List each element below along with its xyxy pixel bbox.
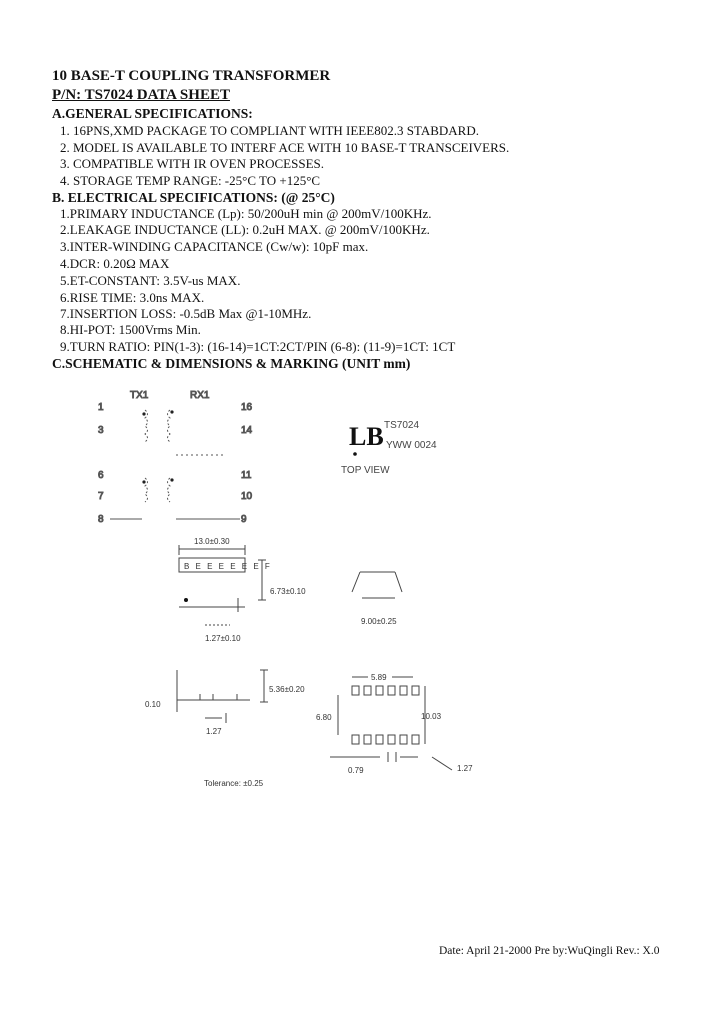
logo: LB xyxy=(349,422,384,451)
body-height-label: 6.73±0.10 xyxy=(270,587,306,596)
electrical-item: 4.DCR: 0.20Ω MAX xyxy=(60,256,170,271)
electrical-item: 3.INTER-WINDING CAPACITANCE (Cw/w): 10pF max. xyxy=(60,239,369,254)
pad xyxy=(352,735,359,744)
electrical-item: 1.PRIMARY INDUCTANCE (Lp): 50/200uH min @ 200mV/100KHz. xyxy=(60,206,432,221)
electrical-item: 6.RISE TIME: 3.0ns MAX. xyxy=(60,290,205,305)
schematic-heading: C.SCHEMATIC & DIMENSIONS & MARKING (UNIT mm) xyxy=(52,356,411,371)
pin-label: 1 xyxy=(98,402,104,413)
page-title: 10 BASE-T COUPLING TRANSFORMER xyxy=(52,68,331,84)
top-pins: B E E E E E E F xyxy=(184,562,272,571)
pad xyxy=(400,686,407,695)
top-width-label: 13.0±0.30 xyxy=(194,537,230,546)
pin-label: 8 xyxy=(98,514,104,525)
polarity-dot xyxy=(142,480,145,483)
general-item: 4. STORAGE TEMP RANGE: -25°C TO +125°C xyxy=(60,173,321,188)
pad xyxy=(412,735,419,744)
footer: Date: April 21-2000 Pre by:WuQingli Rev.: X.0 xyxy=(439,945,660,957)
secondary-coil-1 xyxy=(168,410,171,442)
marking xyxy=(341,420,437,476)
lead-profile xyxy=(145,670,305,736)
electrical-item: 5.ET-CONSTANT: 3.5V-us MAX. xyxy=(60,273,241,288)
marking-part: TS7024 xyxy=(384,420,420,431)
pad xyxy=(388,735,395,744)
pad-width-label: 5.89 xyxy=(371,673,387,682)
side-width-label: 9.00±0.25 xyxy=(361,617,397,626)
lead-pitch-label: 1.27 xyxy=(206,727,222,736)
top-view xyxy=(179,537,306,643)
pin-label: 14 xyxy=(241,425,253,436)
electrical-item: 8.HI-POT: 1500Vrms Min. xyxy=(60,322,201,337)
pad xyxy=(364,686,371,695)
leader-line xyxy=(432,757,452,770)
pin-label: 11 xyxy=(241,470,252,481)
pad xyxy=(376,686,383,695)
pad-layout xyxy=(316,673,473,775)
pad xyxy=(364,735,371,744)
pad xyxy=(412,686,419,695)
side-view xyxy=(352,572,402,626)
marking-view: TOP VIEW xyxy=(341,465,390,476)
polarity-dot xyxy=(142,412,145,415)
pad-pitch-label: 1.27 xyxy=(457,764,473,773)
lead-offset-label: 0.10 xyxy=(145,700,161,709)
general-item: 2. MODEL IS AVAILABLE TO INTERF ACE WITH 10 BASE-T TRANSCEIVERS. xyxy=(60,140,510,155)
part-number: P/N: TS7024 DATA SHEET xyxy=(52,87,230,103)
polarity-dot xyxy=(170,410,173,413)
pad-height-label: 10.03 xyxy=(421,712,442,721)
pin-label: 10 xyxy=(241,491,253,502)
pin-label: 6 xyxy=(98,470,104,481)
electrical-heading: B. ELECTRICAL SPECIFICATIONS: (@ 25°C) xyxy=(52,190,335,205)
pin-label: 9 xyxy=(241,514,247,525)
rx-label: RX1 xyxy=(190,390,210,401)
electrical-item: 9.TURN RATIO: PIN(1-3): (16-14)=1CT:2CT/PIN (6-8): (11-9)=1CT: 1CT xyxy=(60,339,456,354)
pad xyxy=(352,686,359,695)
pin-label: 7 xyxy=(98,491,104,502)
schematic-diagram xyxy=(98,390,253,525)
pin-label: 16 xyxy=(241,402,253,413)
side-outline xyxy=(352,572,402,592)
marking-code: YWW 0024 xyxy=(386,440,437,451)
general-item: 1. 16PNS,XMD PACKAGE TO COMPLIANT WITH IEEE802.3 STABDARD. xyxy=(60,123,479,138)
polarity-dot xyxy=(170,478,173,481)
pad-size-label: 0.79 xyxy=(348,766,364,775)
general-item: 3. COMPATIBLE WITH IR OVEN PROCESSES. xyxy=(60,156,325,171)
pin-pitch-label: 1.27±0.10 xyxy=(205,634,241,643)
pad xyxy=(376,735,383,744)
electrical-item: 2.LEAKAGE INDUCTANCE (LL): 0.2uH MAX. @ 200mV/100KHz. xyxy=(60,222,430,237)
pad xyxy=(388,686,395,695)
general-heading: A.GENERAL SPECIFICATIONS: xyxy=(52,106,253,121)
pin1-dot xyxy=(353,452,357,456)
tx-label: TX1 xyxy=(130,390,149,401)
lead-height-label: 5.36±0.20 xyxy=(269,685,305,694)
pin1-dot xyxy=(184,598,188,602)
pad xyxy=(400,735,407,744)
secondary-coil-2 xyxy=(168,478,171,502)
tolerance-note: Tolerance: ±0.25 xyxy=(204,779,264,788)
pad-span-label: 6.80 xyxy=(316,713,332,722)
electrical-item: 7.INSERTION LOSS: -0.5dB Max @1-10MHz. xyxy=(60,306,312,321)
pin-label: 3 xyxy=(98,425,104,436)
